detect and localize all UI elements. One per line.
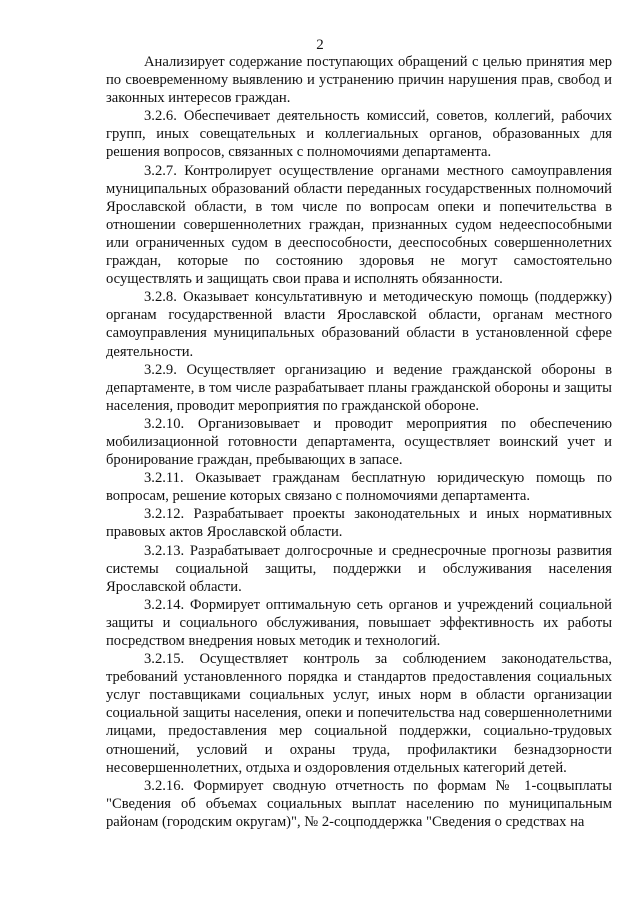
- paragraph-3-2-14: 3.2.14. Формирует оптимальную сеть органов и учреждений социальной защиты и социального обслуживания, повышает эффективность их работы посредством внедрения новых методик и технологий.: [106, 596, 612, 649]
- paragraph-3-2-7: 3.2.7. Контролирует осуществление органами местного самоуправления муниципальных образований области переданных государственных полномочий Ярославской области, в том числе по вопросам опеки и попечительства в отношении совершеннолетних граждан, признанных судом недееспособными или ограниченных судом в дееспособности, дееспособных совершеннолетних граждан, которые по состоянию здоровья не могут самостоятельно осуществлять и защищать свои права и исполнять обязанности.: [106, 162, 612, 288]
- document-body: [106, 53, 612, 831]
- paragraph-3-2-6: 3.2.6. Обеспечивает деятельность комиссий, советов, коллегий, рабочих групп, иных совещательных и коллегиальных органов, образованных для решения вопросов, связанных с полномочиями департамента.: [106, 108, 612, 161]
- paragraph-3-2-12: 3.2.12. Разрабатывает проекты законодательных и иных нормативных правовых актов Ярославской области.: [106, 506, 612, 541]
- paragraph-3-2-13: 3.2.13. Разрабатывает долгосрочные и среднесрочные прогнозы развития системы социальной защиты, поддержки и обслуживания населения Ярославской области.: [106, 542, 612, 595]
- paragraph-3-2-10: 3.2.10. Организовывает и проводит мероприятия по обеспечению мобилизационной готовности департамента, осуществляет воинский учет и бронирование граждан, пребывающих в запасе.: [106, 415, 612, 469]
- paragraph-3-2-8: 3.2.8. Оказывает консультативную и методическую помощь (поддержку) органам государственной власти Ярославской области, органам местного самоуправления муниципальных образований области в установленной сфере деятельности.: [106, 289, 612, 360]
- page-number: 2: [316, 37, 324, 53]
- paragraph-3-2-9: 3.2.9. Осуществляет организацию и ведение гражданской обороны в департаменте, в том числе разрабатывает планы гражданской обороны и защиты населения, проводит мероприятия по гражданской обороне.: [106, 361, 612, 414]
- paragraph-3-2-11: 3.2.11. Оказывает гражданам бесплатную юридическую помощь по вопросам, решение которых связано с полномочиями департамента.: [106, 470, 612, 505]
- paragraph-3-2-16: 3.2.16. Формирует сводную отчетность по формам № 1-соцвыплаты "Сведения об объемах социальных выплат населению по муниципальным районам (городским округам)", № 2-соцподдержка "Сведения о средствах на: [106, 777, 612, 830]
- paragraph-intro: Анализирует содержание поступающих обращений с целью принятия мер по своевременному выявлению и устранению причин нарушения прав, свобод и законных интересов граждан.: [106, 54, 612, 107]
- paragraph-3-2-15: 3.2.15. Осуществляет контроль за соблюдением законодательства, требований установленного порядка и стандартов предоставления социальных услуг поставщиками социальных услуг, иных норм в области организации социальной защиты населения, опеки и попечительства над совершеннолетними лицами, предоставления мер социальной поддержки, социально-трудовых отношений, условий и охраны труда, профилактики безнадзорности несовершеннолетних, отдыха и оздоровления отдельных категорий детей.: [106, 651, 612, 776]
